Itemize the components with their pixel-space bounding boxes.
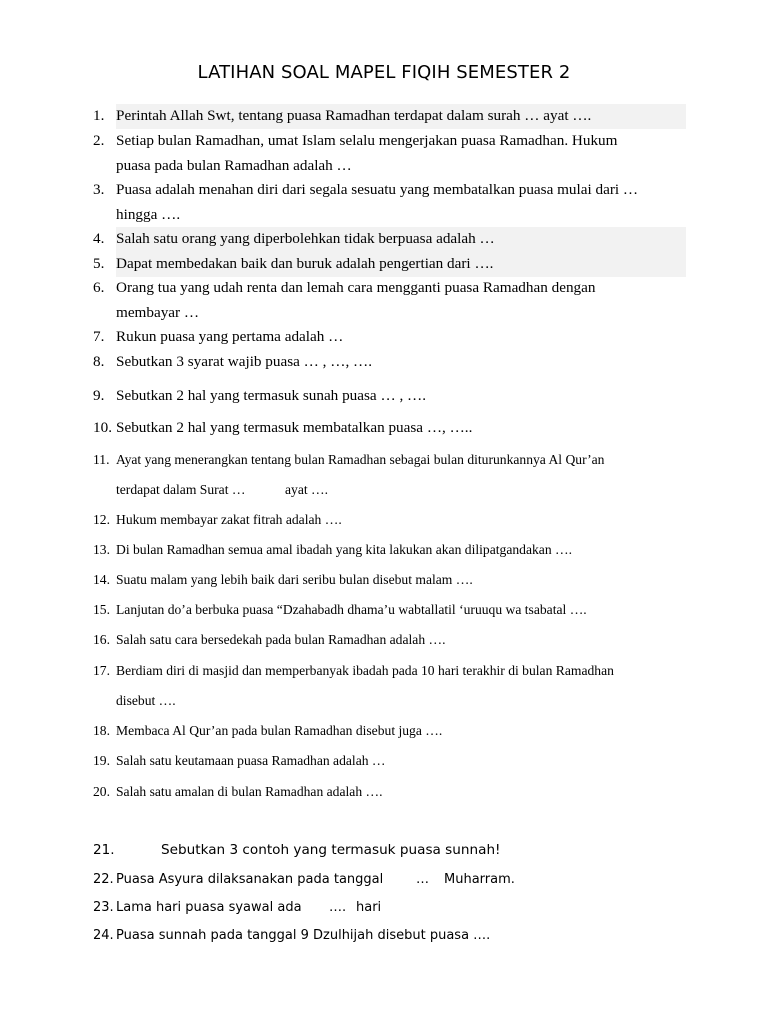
question-text: Orang tua yang udah renta dan lemah cara mengganti puasa Ramadhan dengan <box>116 279 596 296</box>
question-text: hari <box>356 900 382 915</box>
question-text: ayat …. <box>285 482 329 497</box>
question-number: 18. <box>93 723 110 738</box>
question-text: Puasa adalah menahan diri dari segala sesuatu yang membatalkan puasa mulai dari … <box>116 181 639 198</box>
question-text: Lama hari puasa syawal ada <box>116 900 302 915</box>
question-number: 15. <box>93 602 110 617</box>
question-text: terdapat dalam Surat … <box>116 482 246 497</box>
question-text: Berdiam diri di masjid dan memperbanyak ibadah pada 10 hari terakhir di bulan Ramadhan <box>116 663 614 678</box>
question-text: Ayat yang menerangkan tentang bulan Ramadhan sebagai bulan diturunkannya Al Qur’an <box>116 452 605 467</box>
question-number: 19. <box>93 753 110 768</box>
question-number: 16. <box>93 632 110 647</box>
question-number: 21. <box>93 842 115 858</box>
question-text: Sebutkan 2 hal yang termasuk membatalkan puasa …, ….. <box>116 419 473 436</box>
question-text: hingga …. <box>116 206 181 223</box>
question-text: Puasa sunnah pada tanggal 9 Dzulhijah disebut puasa …. <box>116 928 491 943</box>
question-number: 9. <box>93 387 105 404</box>
question-text: Dapat membedakan baik dan buruk adalah pengertian dari …. <box>116 252 686 277</box>
question-text: Sebutkan 3 syarat wajib puasa … , …, …. <box>116 353 373 370</box>
question-number: 17. <box>93 663 110 678</box>
question-number: 10. <box>93 419 112 436</box>
question-number: 4. <box>93 230 105 247</box>
question-number: 23. <box>93 900 114 915</box>
question-text: Salah satu keutamaan puasa Ramadhan adalah … <box>116 753 386 768</box>
question-number: 6. <box>93 279 105 296</box>
question-number: 3. <box>93 181 105 198</box>
question-text: Suatu malam yang lebih baik dari seribu bulan disebut malam …. <box>116 572 473 587</box>
question-text: Muharram. <box>444 872 515 887</box>
question-number: 20. <box>93 784 110 799</box>
question-number: 11. <box>93 452 110 467</box>
question-text: Puasa Asyura dilaksanakan pada tanggal <box>116 872 384 887</box>
question-number: 13. <box>93 542 110 557</box>
question-text: Sebutkan 2 hal yang termasuk sunah puasa … , …. <box>116 387 427 404</box>
question-text: …. <box>329 900 347 915</box>
question-text: Hukum membayar zakat fitrah adalah …. <box>116 512 342 527</box>
question-number: 24. <box>93 928 114 943</box>
question-number: 1. <box>93 107 105 124</box>
question-text: … <box>416 872 429 887</box>
question-number: 7. <box>93 328 105 345</box>
question-text: membayar … <box>116 304 200 321</box>
question-text: Salah satu amalan di bulan Ramadhan adalah …. <box>116 784 383 799</box>
question-number: 5. <box>93 255 105 272</box>
question-number: 2. <box>93 132 105 149</box>
question-text: Membaca Al Qur’an pada bulan Ramadhan disebut juga …. <box>116 723 443 738</box>
question-text: Salah satu orang yang diperbolehkan tidak berpuasa adalah … <box>116 227 686 252</box>
question-number: 8. <box>93 353 105 370</box>
question-text: disebut …. <box>116 693 176 708</box>
document-title: LATIHAN SOAL MAPEL FIQIH SEMESTER 2 <box>197 62 571 83</box>
question-text: puasa pada bulan Ramadhan adalah … <box>116 157 352 174</box>
question-text: Sebutkan 3 contoh yang termasuk puasa sunnah! <box>161 842 501 858</box>
question-text: Rukun puasa yang pertama adalah … <box>116 328 344 345</box>
question-text: Lanjutan do’a berbuka puasa “Dzahabadh dhama’u wabtallatil ‘uruuqu wa tsabatal …. <box>116 602 587 617</box>
question-number: 14. <box>93 572 110 587</box>
question-text: Salah satu cara bersedekah pada bulan Ramadhan adalah …. <box>116 632 446 647</box>
question-number: 22. <box>93 872 114 887</box>
question-text: Setiap bulan Ramadhan, umat Islam selalu mengerjakan puasa Ramadhan. Hukum <box>116 132 618 149</box>
question-text: Perintah Allah Swt, tentang puasa Ramadhan terdapat dalam surah … ayat …. <box>116 104 686 129</box>
question-number: 12. <box>93 512 110 527</box>
question-text: Di bulan Ramadhan semua amal ibadah yang kita lakukan akan dilipatgandakan …. <box>116 542 573 557</box>
